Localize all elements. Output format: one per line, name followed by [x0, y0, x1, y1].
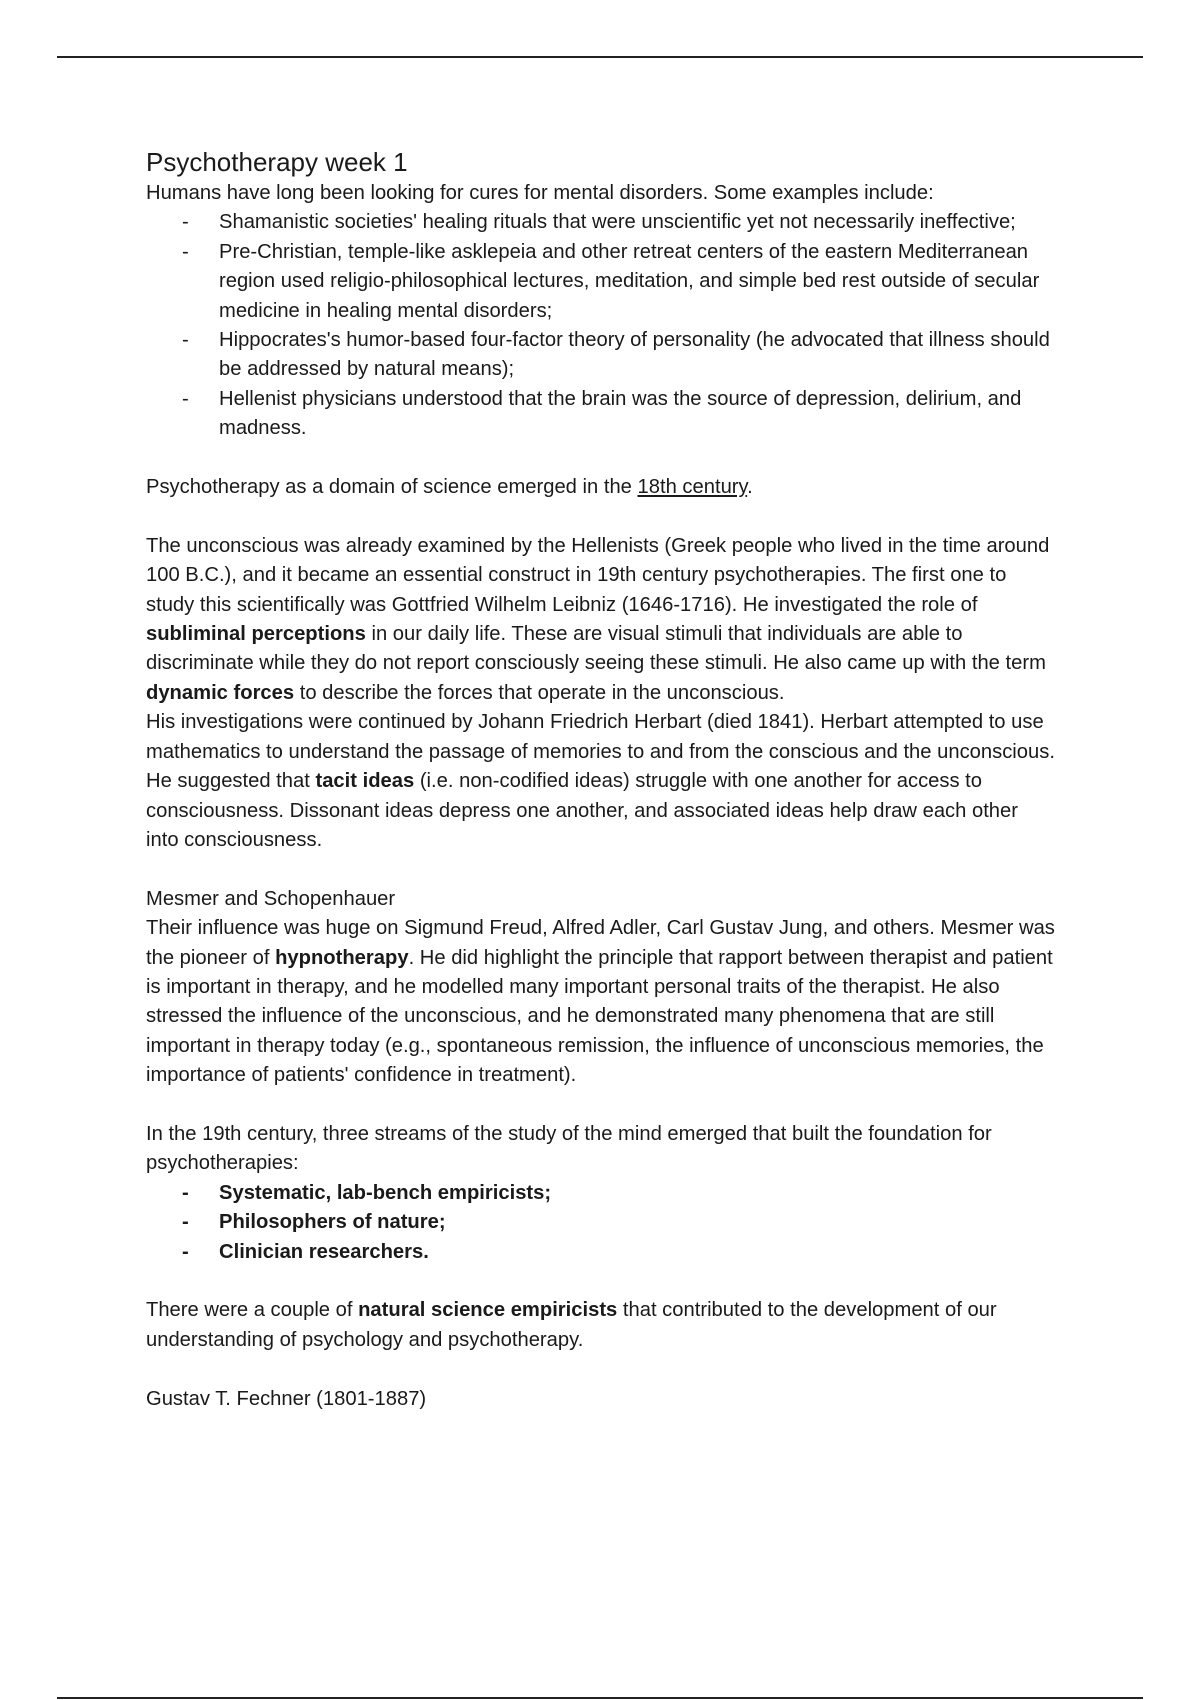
- unconscious-paragraph: The unconscious was already examined by the Hellenists (Greek people who lived in the time around 100 B.C.), and it became an essential construct in 19th century psychotherapies. The first one to study this scientifically was Gottfried Wilhelm Leibniz (1646-1716). He investigated the role of subliminal perceptions in our daily life. These are visual stimuli that individuals are able to discriminate while they do not report consciously seeing these stimuli. He also came up with the term dynamic forces to describe the forces that operate in the unconscious.: [146, 534, 1050, 704]
- term-natural-science-empiricists: natural science empiricists: [358, 1299, 618, 1322]
- mesmer-heading: Mesmer and Schopenhauer: [146, 887, 396, 910]
- streams-intro: In the 19th century, three streams of the study of the mind emerged that built the foundation for psychotherapies:: [146, 1122, 992, 1175]
- term-dynamic-forces: dynamic forces: [146, 681, 295, 704]
- streams-list: [146, 1179, 1056, 1267]
- list-item: - Clinician researchers.: [146, 1238, 1056, 1267]
- bullet-dash: -: [182, 1181, 189, 1204]
- page-title: Psychotherapy week 1: [146, 147, 408, 177]
- term-subliminal-perceptions: subliminal perceptions: [146, 623, 366, 646]
- list-item: - Hellenist physicians understood that the brain was the source of depression, delirium, and madness.: [146, 385, 1056, 444]
- list-item: - Shamanistic societies' healing rituals that were unscientific yet not necessarily ineffective;: [146, 208, 1056, 237]
- bullet-dash: -: [182, 387, 189, 410]
- list-item: - Hippocrates's humor-based four-factor theory of personality (he advocated that illness should be addressed by natural means);: [146, 326, 1056, 385]
- list-item: - Systematic, lab-bench empiricists;: [146, 1179, 1056, 1208]
- bullet-dash: -: [182, 240, 189, 263]
- term-tacit-ideas: tacit ideas: [315, 770, 415, 793]
- list-item: - Pre-Christian, temple-like asklepeia and other retreat centers of the eastern Mediterranean region used religio-philosophical lectures, meditation, and simple bed rest outside of secular medicine in healing mental disorders;: [146, 238, 1056, 326]
- bullet-dash: -: [182, 211, 189, 234]
- fechner-heading: Gustav T. Fechner (1801-1887): [146, 1387, 427, 1410]
- emerged-paragraph: Psychotherapy as a domain of science emerged in the 18th century.: [146, 476, 753, 499]
- mesmer-paragraph: Their influence was huge on Sigmund Freud, Alfred Adler, Carl Gustav Jung, and others. Mesmer was the pioneer of hypnotherapy. He did highlight the principle that rapport between therapist and patient is important in therapy, and he modelled many important personal traits of the therapist. He also stressed the influence of the unconscious, and he demonstrated many phenomena that are still important in therapy today (e.g., spontaneous remission, the influence of unconscious memories, the importance of patients' confidence in treatment).: [146, 917, 1055, 1087]
- herbart-paragraph: His investigations were continued by Johann Friedrich Herbart (died 1841). Herbart attempted to use mathematics to understand the passage of memories to and from the conscious and the unconscious. He suggested that tacit ideas (i.e. non-codified ideas) struggle with one another for access to consciousness. Dissonant ideas depress one another, and associated ideas help draw each other into consciousness.: [146, 711, 1055, 851]
- century-link[interactable]: 18th century: [637, 476, 748, 499]
- bullet-dash: -: [182, 1211, 189, 1234]
- empiricists-paragraph: There were a couple of natural science empiricists that contributed to the development of our understanding of psychology and psychotherapy.: [146, 1299, 997, 1351]
- header-rule: [57, 56, 1143, 58]
- bullet-dash: -: [182, 1240, 189, 1263]
- intro-paragraph: Humans have long been looking for cures for mental disorders. Some examples include:: [146, 182, 934, 204]
- examples-list: [146, 208, 1056, 443]
- footer-rule: [57, 1697, 1143, 1699]
- list-item: - Philosophers of nature;: [146, 1208, 1056, 1237]
- document-body: [146, 145, 1056, 1414]
- bullet-dash: -: [182, 329, 189, 352]
- term-hypnotherapy: hypnotherapy: [275, 946, 409, 969]
